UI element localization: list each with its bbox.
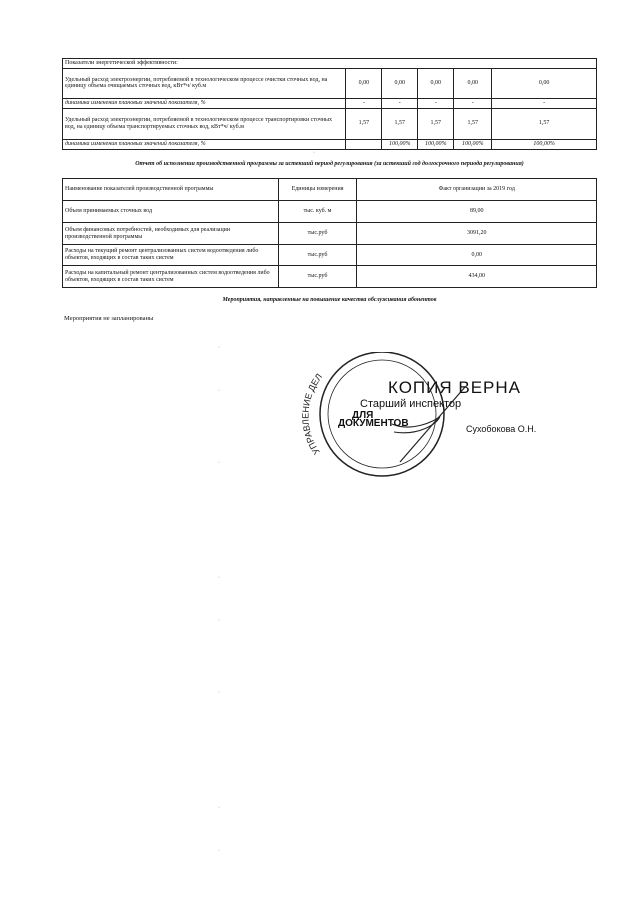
table-row bbox=[63, 108, 597, 139]
stamp-inner-ring bbox=[328, 360, 436, 468]
measures-caption: Мероприятия, направленные на повышение качества обслуживания абонентов bbox=[222, 297, 437, 303]
stamp-for: ДЛЯ bbox=[352, 410, 374, 421]
table-row bbox=[63, 98, 597, 108]
stamp-ring-text: УПРАВЛЕНИЕ ДЕЛ bbox=[300, 371, 325, 457]
scan-mark: · bbox=[313, 150, 315, 156]
row-value: 3091,20 bbox=[357, 223, 597, 245]
cell-value: 100,00% bbox=[418, 139, 454, 149]
scan-mark: · bbox=[218, 575, 220, 581]
table-row bbox=[63, 201, 597, 223]
cell-value: 1,57 bbox=[418, 108, 454, 139]
row-unit: тыс.руб bbox=[278, 266, 357, 288]
scan-mark: · bbox=[218, 345, 220, 351]
stamp-ring bbox=[320, 352, 444, 476]
scan-mark: · bbox=[218, 460, 220, 466]
cell-value: 1,57 bbox=[382, 108, 418, 139]
row-value: 0,00 bbox=[357, 245, 597, 266]
row-value: 89,00 bbox=[357, 201, 597, 223]
scan-mark: · bbox=[218, 848, 220, 854]
cell-value: 100,00% bbox=[454, 139, 492, 149]
cell-value: - bbox=[492, 98, 597, 108]
scan-mark: · bbox=[218, 388, 220, 394]
cell-value: 1,57 bbox=[454, 108, 492, 139]
table-header-row bbox=[63, 179, 597, 201]
stamp-signer-name: Сухобокова О.Н. bbox=[466, 424, 537, 434]
scan-mark: · bbox=[218, 690, 220, 696]
table-row bbox=[63, 266, 597, 288]
row-name: Объем финансовых потребностей, необходимых для реализации производственной программы bbox=[63, 223, 279, 245]
stamp-copy-verified: КОПИЯ ВЕРНА bbox=[388, 378, 522, 397]
cell-value: - bbox=[346, 98, 382, 108]
measures-text: Мероприятия не запланированы bbox=[64, 315, 154, 322]
cell-value bbox=[346, 139, 382, 149]
cell-value: 0,00 bbox=[382, 68, 418, 98]
cell-value: - bbox=[454, 98, 492, 108]
energy-table-header: Показатели энергетической эффективности: bbox=[63, 59, 597, 69]
table-row bbox=[63, 245, 597, 266]
energy-efficiency-table bbox=[62, 58, 597, 150]
row-value: 434,00 bbox=[357, 266, 597, 288]
production-program-report-table bbox=[62, 178, 597, 288]
column-header: Наименование показателей производственной программы bbox=[63, 179, 279, 201]
report-caption: Отчет об исполнении производственной программы за истекший период регулирования (за истекший год долгосрочного периода регулирования) bbox=[135, 161, 524, 167]
stamp-position: Старший инспектор bbox=[360, 398, 462, 410]
cell-value: - bbox=[382, 98, 418, 108]
row-label: динамика изменения плановых значений показателя, % bbox=[63, 139, 346, 149]
scan-mark: · bbox=[218, 805, 220, 811]
row-unit: тыс.руб bbox=[278, 245, 357, 266]
cell-value: 1,57 bbox=[492, 108, 597, 139]
cell-value: 0,00 bbox=[454, 68, 492, 98]
row-unit: тыс.руб bbox=[278, 223, 357, 245]
column-header: Единицы измерения bbox=[278, 179, 357, 201]
cell-value: 0,00 bbox=[492, 68, 597, 98]
row-label: динамика изменения плановых значений показателя, % bbox=[63, 98, 346, 108]
row-name: Объем принимаемых сточных вод bbox=[63, 201, 279, 223]
scan-mark: · bbox=[218, 618, 220, 624]
row-label: Удельный расход электроэнергии, потребляемой в технологическом процессе очистки сточных вод, на единицу объема очищаемых сточных вод, кВт*ч/ куб.м bbox=[63, 68, 346, 98]
table-row bbox=[63, 68, 597, 98]
row-unit: тыс. куб. м bbox=[278, 201, 357, 223]
cell-value: 100,00% bbox=[382, 139, 418, 149]
cell-value: 0,00 bbox=[346, 68, 382, 98]
table-row bbox=[63, 139, 597, 149]
cell-value: 100,00% bbox=[492, 139, 597, 149]
cell-value: 0,00 bbox=[418, 68, 454, 98]
row-name: Расходы на капитальный ремонт централизованных систем водоотведения либо объектов, входящих в состав таких систем bbox=[63, 266, 279, 288]
table-row bbox=[63, 223, 597, 245]
office-stamp bbox=[290, 352, 530, 477]
cell-value: - bbox=[418, 98, 454, 108]
stamp-documents: ДОКУМЕНТОВ bbox=[338, 418, 409, 429]
row-label: Удельный расход электроэнергии, потребляемой в технологическом процессе транспортировки сточных вод, на единицу объема транспортируемых сточных вод, кВт*ч/ куб.м bbox=[63, 108, 346, 139]
cell-value: 1,57 bbox=[346, 108, 382, 139]
row-name: Расходы на текущий ремонт централизованных систем водоотведения либо объектов, входящих в состав таких систем bbox=[63, 245, 279, 266]
column-header: Факт организации за 2019 год bbox=[357, 179, 597, 201]
